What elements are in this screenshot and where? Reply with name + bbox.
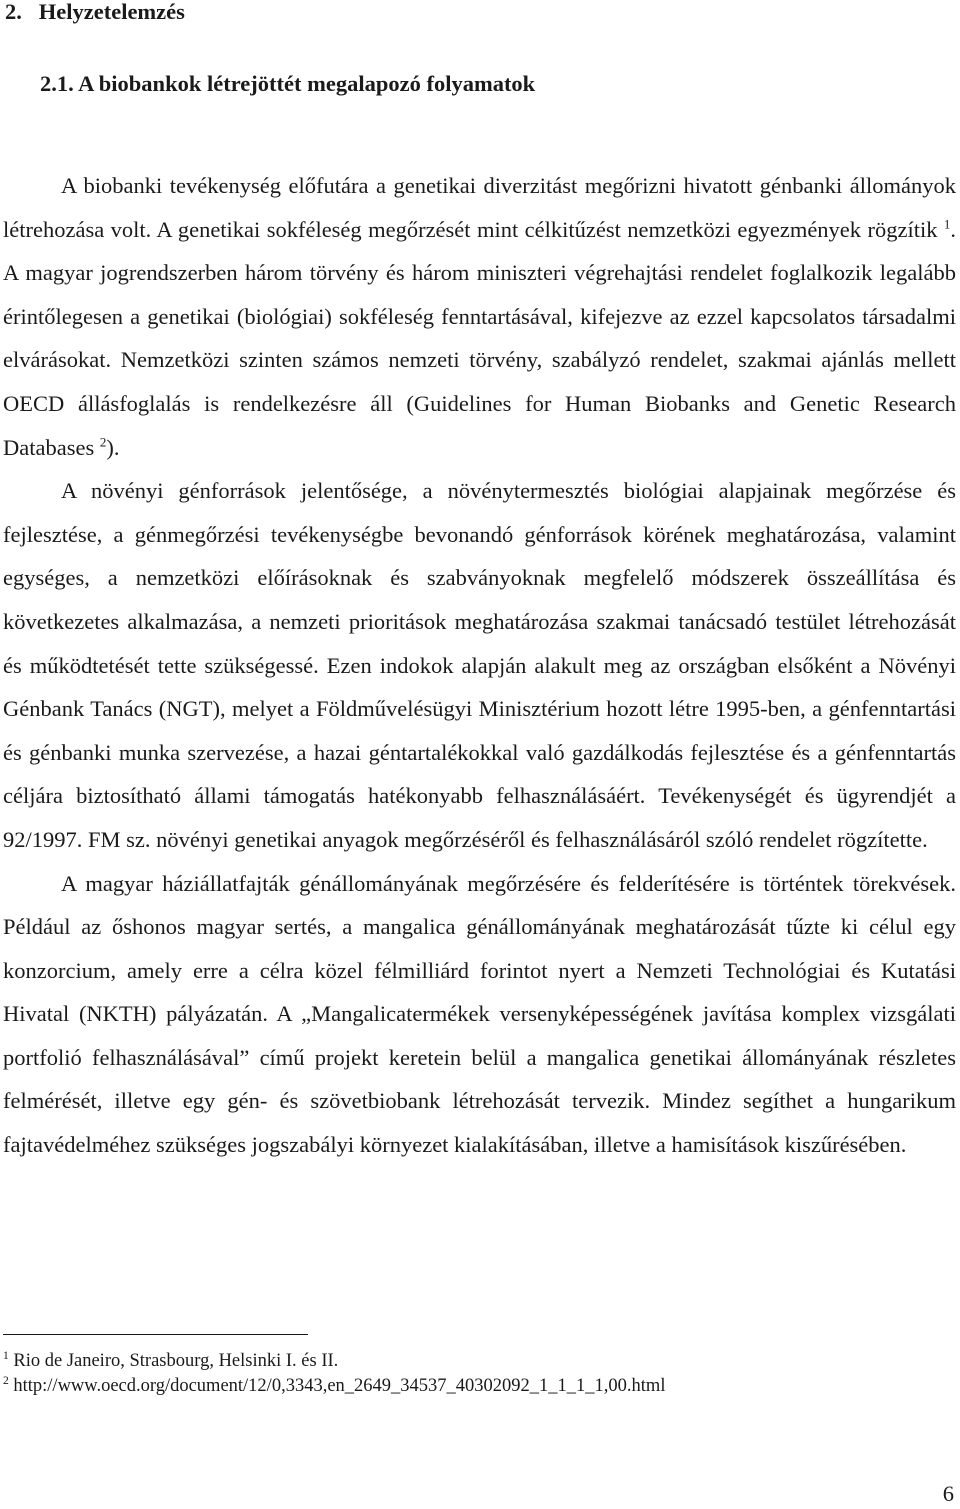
paragraph-3: A magyar háziállatfajták génállományának megőrzésére és felderítésére is történtek törekvések. Például az őshonos magyar sertés, a mangalica génállományának meghatározását tűzte ki célul egy konzorcium, amely erre a célra közel félmilliárd forintot nyert a Nemzeti Technológiai és Kutatási Hivatal (NKTH) pályázatán. A „Mangalicatermékek versenyképességének javítása komplex vizsgálati portfolió felhasználásával” című projekt keretein belül a mangalica genetikai állományának részletes felmérését, illetve egy gén- és szövetbiobank létrehozását tervezik. Mindez segíthet a hungarikum fajtavédelméhez szükséges jogszabályi környezet kialakításában, illetve a hamisítások kiszűrésében. — [3, 870, 956, 1158]
footnote-1 — [3, 1349, 665, 1374]
footnote-mark: 1 — [3, 1349, 9, 1362]
page-number: 6 — [942, 1481, 954, 1506]
body-text — [3, 164, 956, 1167]
paragraph-text: ). — [106, 434, 120, 460]
subsection-title: A biobankok létrejöttét megalapozó folyamatok — [78, 71, 536, 96]
section-heading — [5, 0, 185, 32]
paragraph-text: A biobanki tevékenység előfutára a genetikai diverzitást megőrizni hivatott génbanki állományok létrehozása volt. A genetikai sokféleség megőrzését mint célkitűzést nemzetközi egyezmények rögzítik — [3, 173, 956, 242]
section-title: Helyzetelemzés — [38, 0, 185, 24]
paragraph-1 — [3, 164, 956, 469]
footnote-ref-1[interactable]: 1 — [943, 216, 951, 232]
section-number: 2. — [5, 0, 22, 24]
subsection-number: 2.1. — [40, 71, 74, 96]
footnote-link[interactable]: http://www.oecd.org/document/12/0,3343,en_2649_34537_40302092_1_1_1_1,00.html — [8, 1376, 666, 1396]
paragraph-text: . A magyar jogrendszerben három törvény és három miniszteri végrehajtási rendelet foglalkozik legalább érintőlegesen a genetikai (biológiai) sokféleség fenntartásával, kifejezve az ezzel kapcsolatos társadalmi elvárásokat. Nemzetközi szinten számos nemzeti törvény, szabályzó rendelet, szakmai ajánlás mellett OECD állásfoglalás is rendelkezésre áll (Guidelines for Human Biobanks and Genetic Research Databases — [3, 216, 956, 460]
subsection-heading — [40, 64, 535, 104]
footnote-mark: 2 — [3, 1374, 9, 1387]
paragraph-2: A növényi génforrások jelentősége, a növénytermesztés biológiai alapjainak megőrzése és fejlesztése, a génmegőrzési tevékenységbe bevonandó génforrások körének meghatározása, valamint egységes, a nemzetközi előírásoknak és szabványoknak megfelelő módszerek összeállítása és következetes alkalmazása, a nemzeti prioritások meghatározása szakmai tanácsadó testület létrehozását és működtetését tette szükségessé. Ezen indokok alapján alakult meg az országban elsőként a Növényi Génbank Tanács (NGT), melyet a Földművelésügyi Minisztérium hozott létre 1995-ben, a génfenntartási és génbanki munka szervezése, a hazai géntartalékokkal való gazdálkodás fejlesztése és a génfenntartás céljára biztosítható állami támogatás hatékonyabb felhasználásáért. Tevékenységét és ügyrendjét a 92/1997. FM sz. növényi genetikai anyagok megőrzéséről és felhasználásáról szóló rendelet rögzítette. — [3, 478, 956, 852]
footnote-ref-2[interactable]: 2 — [99, 434, 107, 450]
footnotes — [3, 1349, 665, 1399]
footnote-separator — [3, 1334, 308, 1335]
footnote-2 — [3, 1374, 665, 1399]
footnote-text: Rio de Janeiro, Strasbourg, Helsinki I. és II. — [8, 1351, 339, 1371]
